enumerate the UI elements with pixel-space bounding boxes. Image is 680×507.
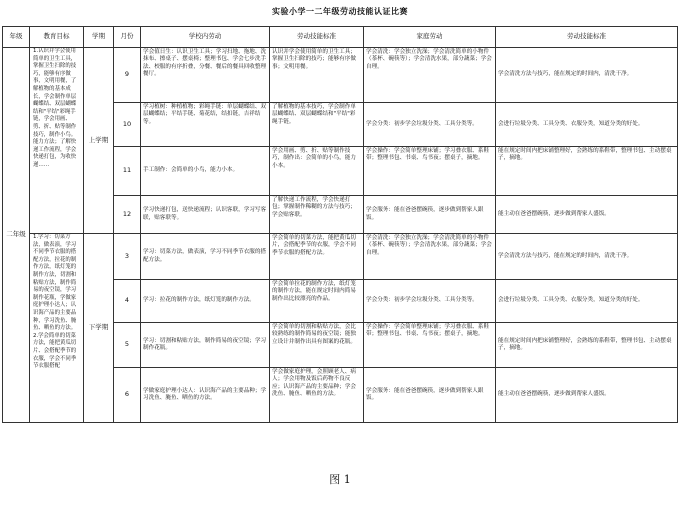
- header-school-standard: 劳动技能标准: [270, 27, 364, 48]
- page-title: 实验小学一二年级劳动技能认证比赛: [272, 7, 408, 16]
- school-labor-cell: 手工制作：会简单的小鸟，能力小本。: [141, 147, 270, 196]
- home-labor-cell: 学会清洗：学会独立洗澡；学会清洗简单的小物件（茶杯、碗筷等）；学会清洗水果，部分蔬菜；学会自理。: [364, 234, 496, 280]
- school-labor-cell: 学习植树：种植植物；彩绳手链：单层蝴蝶结、双层蝴蝶结；平结手链、菊花结，结扣链，吉祥结等。: [141, 103, 270, 147]
- home-labor-cell: 学会分类：初步学会垃圾分类、工具分类等。: [364, 103, 496, 147]
- school-standard-cell: 了解快递工作流程，学会快递打包；掌握制作稀糊的方法与技巧；学会贴客联。: [270, 196, 364, 234]
- home-standard-cell: 能主动在爸爸摆碗筷，逐步做到帮家人盛饭。: [496, 368, 678, 423]
- home-standard-cell: 会进行垃圾分类、工具分类、衣服分类，知道分类的好处。: [496, 103, 678, 147]
- school-standard-cell: 学会简单的切割和粘贴方法，会比较熟练的制作简易的夜空镜；能独立设计并制作出具有图案的花瓶。: [270, 323, 364, 368]
- home-standard-cell: 会进行垃圾分类、工具分类、衣服分类，知道分类的好处。: [496, 280, 678, 323]
- home-standard-cell: 能在规定时间内把床铺整理好，会熟练的系鞋带，整理书包、主动摆桌子，摘地。: [496, 147, 678, 196]
- labor-skills-table: [2, 26, 678, 423]
- home-labor-cell: 学会服务：能在爸爸摆碗筷，逐步做到帮家人跟饭。: [364, 196, 496, 234]
- header-month: 月份: [114, 27, 141, 48]
- header-term: 学期: [84, 27, 114, 48]
- school-labor-cell: 学会值日生：认识卫生工具；学习扫地、拖地、洗抹布、擦桌子、摆桌椅；整理书包、学会七步洗手法、校服的有序折叠，分餐、餐后的餐具回收整理餐厅。: [141, 48, 270, 103]
- month-cell: 10: [114, 103, 141, 147]
- school-labor-cell: 学习：拉花的制作方法，纸灯笼的制作方法。: [141, 280, 270, 323]
- home-standard-cell: 学会清洗方法与技巧，能在规定的时间内，清洗干净。: [496, 234, 678, 280]
- header-home-labor: 家庭劳动: [364, 27, 496, 48]
- school-standard-cell: 学会做家庭护理，会照顾老人、病人；学会用物及饭后药物不良反应；认识海产品的主要品种；学会洗鱼、腌鱼、晒鱼的方法。: [270, 368, 364, 423]
- month-cell: 5: [114, 323, 141, 368]
- month-cell: 12: [114, 196, 141, 234]
- table-row: [3, 234, 678, 280]
- school-labor-cell: 学习：切割和粘贴方法，制作简易的夜空镜；学习制作花瓶。: [141, 323, 270, 368]
- home-labor-cell: 学会服务：能在爸爸摆碗筷，逐步做到帮家人跟饭。: [364, 368, 496, 423]
- header-goal: 教育目标: [30, 27, 84, 48]
- education-goal-bottom: 1.学习：切菜方法，做表演，学习不同季节衣服的搭配方法，拉花的制作方法，纸灯笼的制作方法，切割和粘贴方法，制作简易的夜空镜，学习制作花瓶，学做家庭护理小达人；认识海产品的主要品种，学习洗鱼、腌鱼、晒鱼的方法。2.学会简单的切菜方法，能把黄瓜切片、会搭配季节的衣服，学会不同季节衣服搭配: [30, 234, 84, 423]
- month-cell: 6: [114, 368, 141, 423]
- month-cell: 3: [114, 234, 141, 280]
- school-standard-cell: 了解植物的基本技巧，学会制作单层蝴蝶结、双层蝴蝶结和"平结"彩绳手链。: [270, 103, 364, 147]
- header-school-labor: 学校内劳动: [141, 27, 270, 48]
- school-labor-cell: 学做家庭护理小达人：认识海产品的主要品种；学习洗鱼、腌鱼、晒鱼的方法。: [141, 368, 270, 423]
- header-grade: 年级: [3, 27, 30, 48]
- figure-caption: 图 1: [329, 473, 351, 486]
- header-row: [3, 27, 678, 48]
- term-first: 上学期: [84, 48, 114, 234]
- month-cell: 9: [114, 48, 141, 103]
- header-home-standard: 劳动技能标准: [496, 27, 678, 48]
- home-standard-cell: 能在规定时间内把床铺整理好，会熟练的系鞋带，整理书包、主动摆桌子，摘地。: [496, 323, 678, 368]
- home-standard-cell: 学会清洗方法与技巧，能在规定的时间内，清洗干净。: [496, 48, 678, 103]
- table-row: [3, 48, 678, 103]
- school-standard-cell: 学会简单拉花的制作方法，纸灯笼的制作方法，能在规定时间内简易制作出比较漂亮的作品。: [270, 280, 364, 323]
- school-standard-cell: 学会简单的切菜方法，能把黄瓜切片，会搭配季节的衣服，学会不同季节衣服的搭配方法。: [270, 234, 364, 280]
- grade-cell: 二年级: [3, 48, 30, 423]
- home-labor-cell: 学会操作：学会简单整理床铺；学习叠衣服、系鞋带；整理书包、书桌、鸟书夜；摆桌子，摘地。: [364, 323, 496, 368]
- month-cell: 4: [114, 280, 141, 323]
- home-labor-cell: 学会分类：初步学会垃圾分类、工具分类等。: [364, 280, 496, 323]
- month-cell: 11: [114, 147, 141, 196]
- school-standard-cell: 认识并学会使用简单的卫生工具；掌握卫生扫除的技巧；能够有序做事；文明用餐。: [270, 48, 364, 103]
- home-labor-cell: 学会操作：学会简单整理床铺；学习叠衣服、系鞋带；整理书包、书桌、鸟书夜；摆桌子，摘地。: [364, 147, 496, 196]
- school-labor-cell: 学习：切菜方法，做表演，学习不同季节衣服的搭配方法。: [141, 234, 270, 280]
- school-standard-cell: 学会用画、剪、折、贴等制作技巧，制作出：会简单的小鸟，能力小本。: [270, 147, 364, 196]
- school-labor-cell: 学习快递打包，送快递流程；认识客联，学习写客联，贴客联等。: [141, 196, 270, 234]
- education-goal-top: 1.认识并学会使用简单的卫生工具，掌握卫生扫除的技巧，能够有序做事，文明用餐，了解植物的基本成长，学会制作单层蝴蝶结、双层蝴蝶结和"平结"彩绳手链，学会用画、剪、折、贴等制作技巧，制作小鸟。能力方法；了解快递工作流程，学会快递打包，为收快递……: [30, 48, 84, 234]
- home-standard-cell: 能主动在爸爸摆碗筷，逐步做到帮家人盛饭。: [496, 196, 678, 234]
- term-second: 下学期: [84, 234, 114, 423]
- home-labor-cell: 学会清洗：学会独立洗澡；学会清洗简单的小物件（茶杯、碗筷等）；学会清洗水果，部分蔬菜；学会自理。: [364, 48, 496, 103]
